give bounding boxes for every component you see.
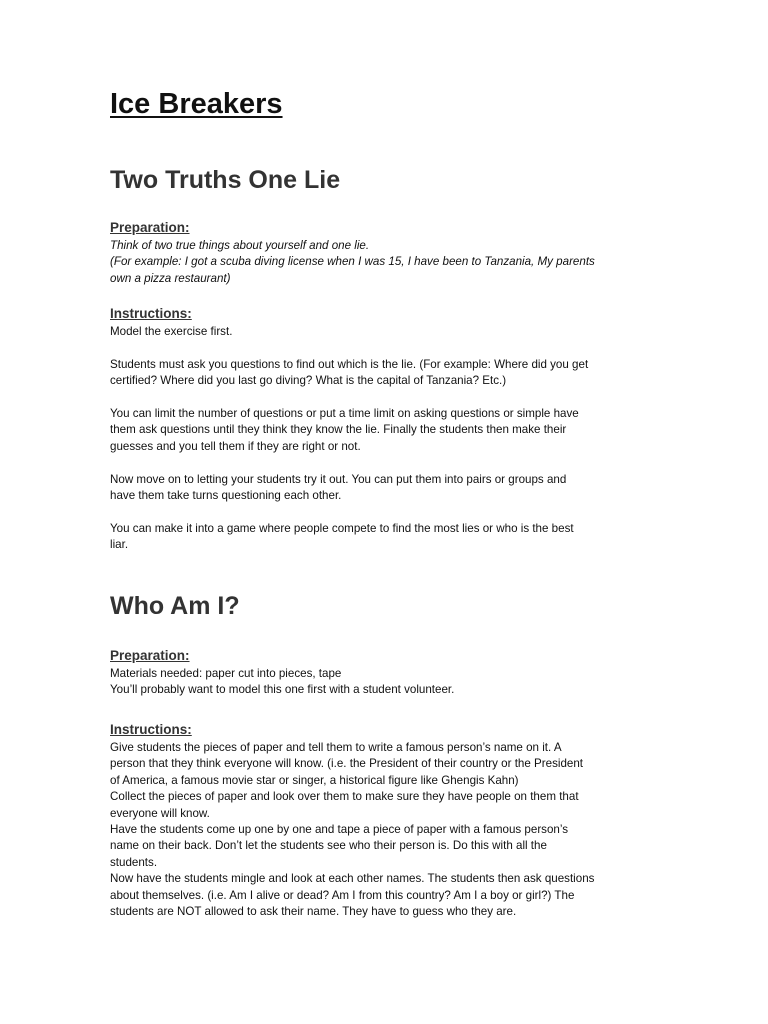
text-line: of America, a famous movie star or singer, a historical figure like Ghengis Kahn)	[110, 773, 519, 787]
text-line: Model the exercise first.	[110, 325, 233, 338]
text-line: Collect the pieces of paper and look over them to make sure they have people on them that	[110, 790, 579, 804]
text-line: Now move on to letting your students try it out. You can put them into pairs or groups and	[110, 473, 567, 486]
doc-title: Ice Breakers	[110, 88, 283, 120]
instructions-heading: Instructions:	[110, 722, 192, 737]
text-line: Students must ask you questions to find out which is the lie. (For example: Where did you get	[110, 358, 589, 371]
text-line: certified? Where did you last go diving? What is the capital of Tanzania? Etc.)	[110, 374, 507, 388]
preparation-text	[110, 238, 655, 287]
text-line: everyone will know.	[110, 806, 210, 820]
text-line: them ask questions until they think they know the lie. Finally the students then make their	[110, 423, 567, 437]
instructions-heading: Instructions:	[110, 306, 192, 321]
paragraph	[110, 324, 655, 340]
text-line: Now have the students mingle and look at each other names. The students then ask questions	[110, 872, 595, 886]
text-line: liar.	[110, 538, 129, 552]
preparation-heading: Preparation:	[110, 648, 190, 663]
paragraph	[110, 472, 655, 505]
preparation-text	[110, 666, 655, 699]
paragraph	[110, 406, 655, 455]
text-line: have them take turns questioning each other.	[110, 489, 342, 503]
text-line: guesses and you tell them if they are right or not.	[110, 439, 361, 453]
text-line: Materials needed: paper cut into pieces, tape	[110, 667, 342, 680]
paragraph	[110, 357, 655, 390]
paragraph	[110, 521, 655, 554]
text-line: Think of two true things about yourself and one lie.	[110, 239, 370, 252]
text-line: name on their back. Don’t let the students see who their person is. Do this with all the	[110, 839, 547, 853]
text-line: students.	[110, 855, 158, 869]
text-line: (For example: I got a scuba diving license when I was 15, I have been to Tanzania, My parents	[110, 255, 595, 269]
text-line: You can make it into a game where people compete to find the most lies or who is the best	[110, 522, 574, 535]
text-line: Give students the pieces of paper and tell them to write a famous person’s name on it. A	[110, 741, 562, 754]
section-title-two-truths: Two Truths One Lie	[110, 166, 341, 194]
preparation-heading: Preparation:	[110, 220, 190, 235]
section-title-who-am-i: Who Am I?	[110, 592, 240, 620]
text-line: You can limit the number of questions or put a time limit on asking questions or simple have	[110, 407, 579, 420]
text-line: person that they think everyone will know. (i.e. the President of their country or the President	[110, 757, 584, 771]
text-line: You’ll probably want to model this one first with a student volunteer.	[110, 683, 455, 697]
text-line: own a pizza restaurant)	[110, 271, 231, 285]
text-line: students are NOT allowed to ask their name. They have to guess who they are.	[110, 905, 517, 919]
text-line: about themselves. (i.e. Am I alive or dead? Am I from this country? Am I a boy or girl?) The	[110, 888, 575, 902]
text-line: Have the students come up one by one and tape a piece of paper with a famous person’s	[110, 823, 569, 837]
instructions-text	[110, 740, 655, 920]
